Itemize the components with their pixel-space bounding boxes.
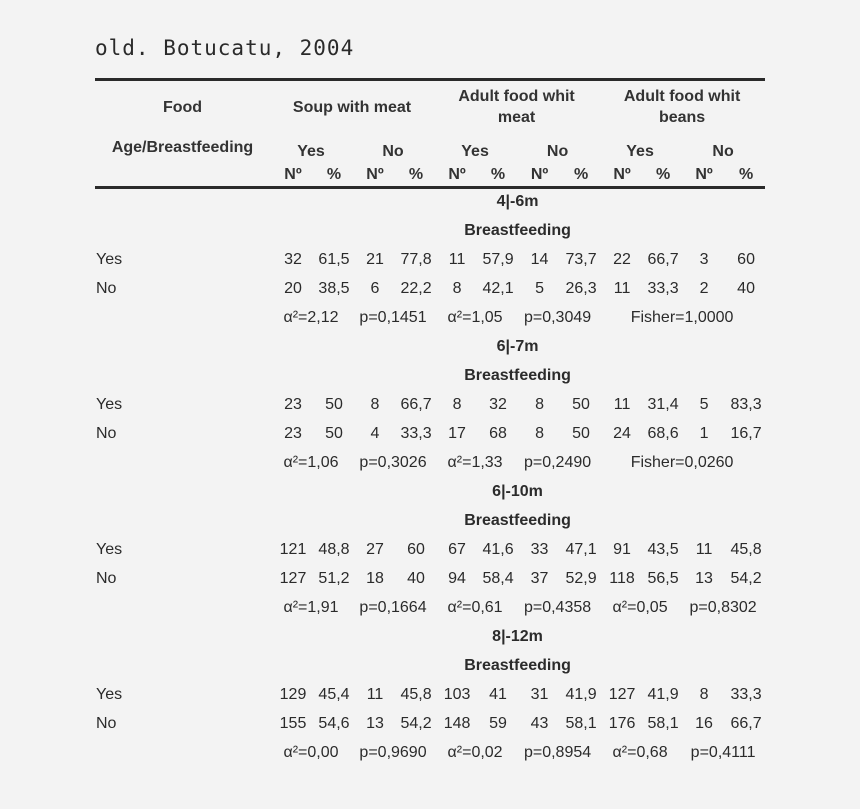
value-cell: 45,4	[318, 685, 350, 703]
table-row	[95, 564, 765, 593]
value-cell: 73,7	[565, 250, 597, 268]
stat-cell: p=0,4358	[523, 598, 592, 616]
stat-cell: p=0,3049	[523, 308, 592, 326]
value-cell: 54,2	[400, 714, 432, 732]
subtitle-row	[95, 361, 765, 390]
subtitle-row	[95, 506, 765, 535]
value-cell: 41,9	[565, 685, 597, 703]
value-cell: 8	[452, 395, 462, 413]
value-cell: 129	[279, 685, 307, 703]
value-cell: 50	[325, 424, 343, 442]
adult-beans-header: Adult food whit beans	[623, 88, 741, 126]
spacer-cell	[95, 361, 270, 390]
age-group-row	[95, 332, 765, 361]
n-header: Nº	[530, 166, 549, 183]
value-cell: 50	[572, 395, 590, 413]
value-cell: 51,2	[318, 569, 350, 587]
stat-cell: α²=2,12	[283, 308, 339, 326]
age-breastfeeding-header: Age/Breastfeeding	[111, 139, 254, 156]
value-cell: 121	[279, 540, 307, 558]
row-label: Yes	[96, 395, 123, 413]
value-cell: 40	[737, 279, 755, 297]
stat-cell: p=0,8954	[523, 743, 592, 761]
no-header: No	[712, 143, 734, 160]
stat-cell: α²=1,91	[283, 598, 339, 616]
value-cell: 1	[699, 424, 709, 442]
age-group-label: 4|-6m	[496, 192, 539, 210]
value-cell: 47,1	[565, 540, 597, 558]
value-cell: 58,4	[482, 569, 514, 587]
age-group-label: 8|-12m	[492, 627, 543, 645]
value-cell: 14	[530, 250, 549, 268]
value-cell: 50	[572, 424, 590, 442]
stat-cell: Fisher=0,0260	[630, 453, 734, 471]
n-header: Nº	[448, 166, 466, 183]
table-row	[95, 709, 765, 738]
value-cell: 41,9	[647, 685, 679, 703]
n-header: Nº	[284, 166, 302, 183]
n-header: Nº	[366, 166, 384, 183]
adult-meat-header: Adult food whit meat	[458, 88, 575, 126]
value-cell: 45,8	[730, 540, 762, 558]
spacer-cell	[95, 216, 270, 245]
value-cell: 33,3	[730, 685, 762, 703]
value-cell: 45,8	[400, 685, 432, 703]
soup-header: Soup with meat	[292, 98, 412, 116]
value-cell: 4	[370, 424, 380, 442]
value-cell: 33,3	[647, 279, 679, 297]
value-cell: 56,5	[647, 569, 679, 587]
stat-cell: α²=0,68	[612, 743, 668, 761]
subtitle-row	[95, 651, 765, 680]
table-row	[95, 390, 765, 419]
value-cell: 16,7	[730, 424, 762, 442]
table-body	[95, 187, 765, 767]
value-cell: 13	[695, 569, 713, 587]
stat-cell: p=0,1451	[359, 308, 427, 326]
value-cell: 20	[284, 279, 302, 297]
table-header	[95, 81, 765, 187]
value-cell: 13	[366, 714, 384, 732]
age-group-label: 6|-7m	[496, 337, 539, 355]
stat-cell: p=0,1664	[359, 598, 427, 616]
row-label: No	[96, 424, 117, 442]
value-cell: 11	[613, 279, 631, 297]
statistics-row	[95, 738, 765, 767]
spacer-cell	[95, 332, 270, 361]
value-cell: 48,8	[318, 540, 350, 558]
n-header: Nº	[613, 166, 631, 183]
table-caption: old. Botucatu, 2004	[95, 36, 355, 60]
value-cell: 118	[609, 569, 635, 587]
stat-cell: p=0,9690	[359, 743, 427, 761]
table-row	[95, 274, 765, 303]
stat-cell: α²=1,33	[447, 453, 503, 471]
breastfeeding-subtitle: Breastfeeding	[464, 656, 571, 674]
spacer-cell	[95, 448, 270, 477]
value-cell: 11	[613, 395, 631, 413]
value-cell: 58,1	[647, 714, 679, 732]
value-cell: 6	[370, 279, 380, 297]
row-label: Yes	[96, 250, 123, 268]
value-cell: 23	[284, 424, 302, 442]
stat-cell: α²=0,05	[612, 598, 668, 616]
yes-header: Yes	[461, 143, 489, 160]
value-cell: 127	[608, 685, 636, 703]
value-cell: 21	[366, 250, 384, 268]
stat-cell: α²=0,02	[447, 743, 503, 761]
pct-header: %	[490, 166, 506, 183]
spacer-cell	[95, 622, 270, 651]
data-table	[95, 81, 765, 767]
value-cell: 37	[530, 569, 549, 587]
value-cell: 127	[279, 569, 307, 587]
value-cell: 23	[284, 395, 302, 413]
row-label: No	[96, 714, 117, 732]
pct-header: %	[408, 166, 424, 183]
age-group-row	[95, 622, 765, 651]
value-cell: 8	[535, 424, 544, 442]
row-label: No	[96, 569, 117, 587]
value-cell: 67	[448, 540, 466, 558]
value-cell: 57,9	[482, 250, 514, 268]
value-cell: 11	[366, 685, 384, 703]
value-cell: 66,7	[400, 395, 432, 413]
stat-cell: Fisher=1,0000	[630, 308, 734, 326]
value-cell: 27	[366, 540, 384, 558]
spacer-cell	[95, 477, 270, 506]
breastfeeding-subtitle: Breastfeeding	[464, 511, 571, 529]
spacer-cell	[95, 593, 270, 622]
value-cell: 11	[695, 540, 713, 558]
breastfeeding-subtitle: Breastfeeding	[464, 221, 571, 239]
value-cell: 32	[284, 250, 302, 268]
value-cell: 41	[489, 685, 507, 703]
food-header: Food	[162, 98, 203, 116]
yes-header: Yes	[626, 143, 654, 160]
value-cell: 50	[325, 395, 343, 413]
value-cell: 60	[737, 250, 755, 268]
value-cell: 59	[489, 714, 507, 732]
table-row	[95, 245, 765, 274]
value-cell: 54,6	[318, 714, 350, 732]
value-cell: 31	[530, 685, 549, 703]
value-cell: 40	[407, 569, 425, 587]
value-cell: 26,3	[565, 279, 597, 297]
table-row	[95, 535, 765, 564]
value-cell: 83,3	[730, 395, 762, 413]
stat-cell: α²=0,61	[447, 598, 503, 616]
stat-cell: p=0,4111	[690, 743, 756, 761]
value-cell: 22	[613, 250, 631, 268]
value-cell: 33	[530, 540, 549, 558]
value-cell: 43,5	[647, 540, 679, 558]
value-cell: 8	[699, 685, 709, 703]
breastfeeding-subtitle: Breastfeeding	[464, 366, 571, 384]
value-cell: 8	[452, 279, 462, 297]
n-header: Nº	[695, 166, 713, 183]
value-cell: 2	[699, 279, 709, 297]
subtitle-row	[95, 216, 765, 245]
value-cell: 54,2	[730, 569, 762, 587]
pct-header: %	[655, 166, 671, 183]
statistics-row	[95, 448, 765, 477]
stat-cell: p=0,2490	[523, 453, 592, 471]
age-group-label: 6|-10m	[492, 482, 543, 500]
value-cell: 33,3	[400, 424, 432, 442]
pct-header: %	[738, 166, 754, 183]
table-row	[95, 680, 765, 709]
value-cell: 66,7	[647, 250, 679, 268]
statistics-row	[95, 593, 765, 622]
value-cell: 60	[407, 540, 425, 558]
value-cell: 68,6	[647, 424, 679, 442]
stat-cell: α²=0,00	[283, 743, 339, 761]
value-cell: 32	[489, 395, 507, 413]
value-cell: 8	[535, 395, 544, 413]
pct-header: %	[326, 166, 342, 183]
no-header: No	[546, 143, 569, 160]
value-cell: 18	[366, 569, 384, 587]
row-label: No	[96, 279, 117, 297]
value-cell: 61,5	[318, 250, 350, 268]
value-cell: 31,4	[647, 395, 679, 413]
pct-header: %	[573, 166, 589, 183]
value-cell: 43	[530, 714, 549, 732]
value-cell: 5	[699, 395, 709, 413]
value-cell: 8	[370, 395, 380, 413]
no-header: No	[382, 143, 404, 160]
spacer-cell	[95, 303, 270, 332]
value-cell: 91	[613, 540, 631, 558]
statistics-row	[95, 303, 765, 332]
stat-cell: p=0,8302	[689, 598, 757, 616]
spacer-cell	[95, 651, 270, 680]
value-cell: 148	[443, 714, 471, 732]
value-cell: 5	[535, 279, 544, 297]
value-cell: 42,1	[482, 279, 514, 297]
spacer-cell	[95, 506, 270, 535]
value-cell: 52,9	[565, 569, 597, 587]
row-label: Yes	[96, 540, 123, 558]
value-cell: 155	[279, 714, 307, 732]
value-cell: 66,7	[730, 714, 762, 732]
value-cell: 176	[608, 714, 636, 732]
row-label: Yes	[96, 685, 123, 703]
value-cell: 58,1	[565, 714, 597, 732]
value-cell: 41,6	[482, 540, 514, 558]
value-cell: 38,5	[318, 279, 350, 297]
value-cell: 77,8	[400, 250, 432, 268]
value-cell: 17	[448, 424, 466, 442]
spacer-cell	[95, 187, 270, 216]
value-cell: 94	[448, 569, 466, 587]
age-group-row	[95, 187, 765, 216]
value-cell: 16	[695, 714, 713, 732]
value-cell: 68	[489, 424, 507, 442]
stat-cell: p=0,3026	[359, 453, 427, 471]
value-cell: 103	[443, 685, 471, 703]
value-cell: 24	[613, 424, 631, 442]
spacer-cell	[95, 738, 270, 767]
table-row	[95, 419, 765, 448]
value-cell: 3	[699, 250, 709, 268]
value-cell: 11	[448, 250, 466, 268]
value-cell: 22,2	[400, 279, 432, 297]
yes-header: Yes	[297, 143, 325, 160]
stat-cell: α²=1,06	[283, 453, 339, 471]
age-group-row	[95, 477, 765, 506]
stat-cell: α²=1,05	[447, 308, 503, 326]
